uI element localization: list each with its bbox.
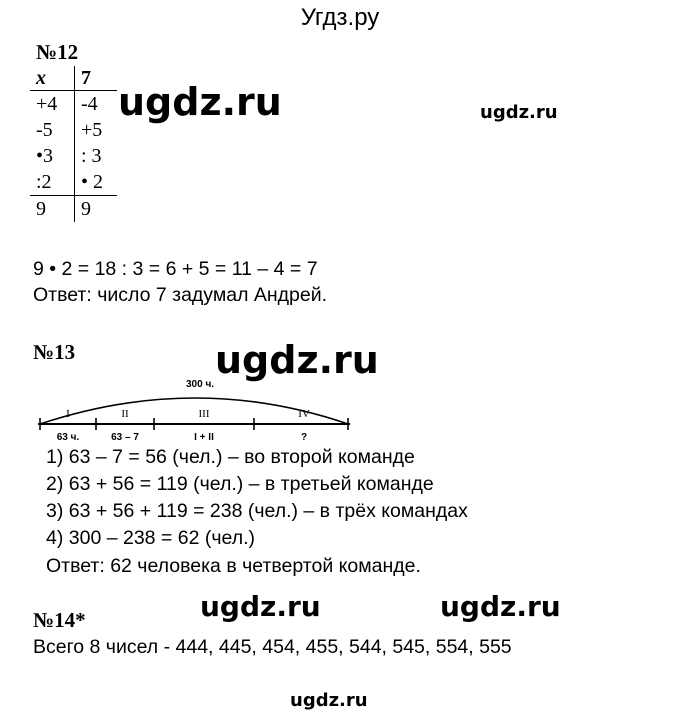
task-13-step: 2) 63 + 56 = 119 (чел.) – в третьей команде bbox=[46, 473, 434, 495]
table-cell: 9 bbox=[30, 196, 75, 223]
task-12-number: №12 bbox=[36, 40, 79, 64]
task-14-text: Всего 8 чисел - 444, 445, 454, 455, 544, 545, 554, 555 bbox=[33, 636, 512, 658]
table-row bbox=[30, 143, 117, 169]
table-header-row bbox=[30, 66, 117, 91]
segment-value: ? bbox=[300, 432, 308, 443]
task-13-number: №13 bbox=[33, 340, 76, 364]
watermark: ugdz.ru bbox=[215, 338, 379, 382]
segment-value: 63 ч. bbox=[56, 432, 80, 443]
total-label: 300 ч. bbox=[186, 379, 215, 390]
task-12-calculation: 9 • 2 = 18 : 3 = 6 + 5 = 11 – 4 = 7 bbox=[33, 258, 318, 280]
table-cell: +4 bbox=[30, 91, 75, 118]
table-cell: 9 bbox=[75, 196, 118, 223]
header-7: 7 bbox=[75, 66, 118, 91]
segment-value: I + II bbox=[194, 432, 214, 443]
segment-label: II bbox=[121, 408, 129, 420]
watermark: ugdz.ru bbox=[290, 690, 368, 711]
table-row bbox=[30, 117, 117, 143]
segment-label: III bbox=[198, 408, 210, 420]
task-13-step: 1) 63 – 7 = 56 (чел.) – во второй команде bbox=[46, 446, 415, 468]
table-cell: • 2 bbox=[81, 170, 104, 193]
table-total-row bbox=[30, 196, 117, 223]
segment-value: 63 – 7 bbox=[111, 432, 139, 443]
table-row bbox=[30, 91, 117, 118]
table-cell: •3 bbox=[30, 143, 75, 169]
table-cell: -4 bbox=[81, 92, 98, 115]
table-cell: -5 bbox=[30, 117, 75, 143]
table-cell: +5 bbox=[81, 118, 103, 141]
watermark: ugdz.ru bbox=[118, 80, 282, 124]
site-title: Угдз.ру bbox=[300, 4, 380, 31]
header-x: x bbox=[30, 66, 75, 91]
segment-label: I bbox=[66, 408, 70, 420]
task-14-number: №14* bbox=[33, 608, 86, 632]
watermark: ugdz.ru bbox=[200, 590, 321, 623]
task-13-step: 4) 300 – 238 = 62 (чел.) bbox=[46, 527, 255, 549]
task-13-step: 3) 63 + 56 + 119 = 238 (чел.) – в трёх командах bbox=[46, 500, 468, 522]
segment-diagram bbox=[36, 372, 356, 444]
segment-label: IV bbox=[298, 408, 310, 420]
table-row bbox=[30, 169, 117, 196]
table-cell: : 3 bbox=[81, 144, 102, 167]
watermark: ugdz.ru bbox=[480, 102, 558, 123]
task-13-answer: Ответ: 62 человека в четвертой команде. bbox=[46, 555, 421, 577]
watermark: ugdz.ru bbox=[440, 590, 561, 623]
task-12-answer: Ответ: число 7 задумал Андрей. bbox=[33, 284, 328, 306]
operation-chain-table bbox=[30, 66, 117, 222]
table-cell: :2 bbox=[30, 169, 75, 196]
